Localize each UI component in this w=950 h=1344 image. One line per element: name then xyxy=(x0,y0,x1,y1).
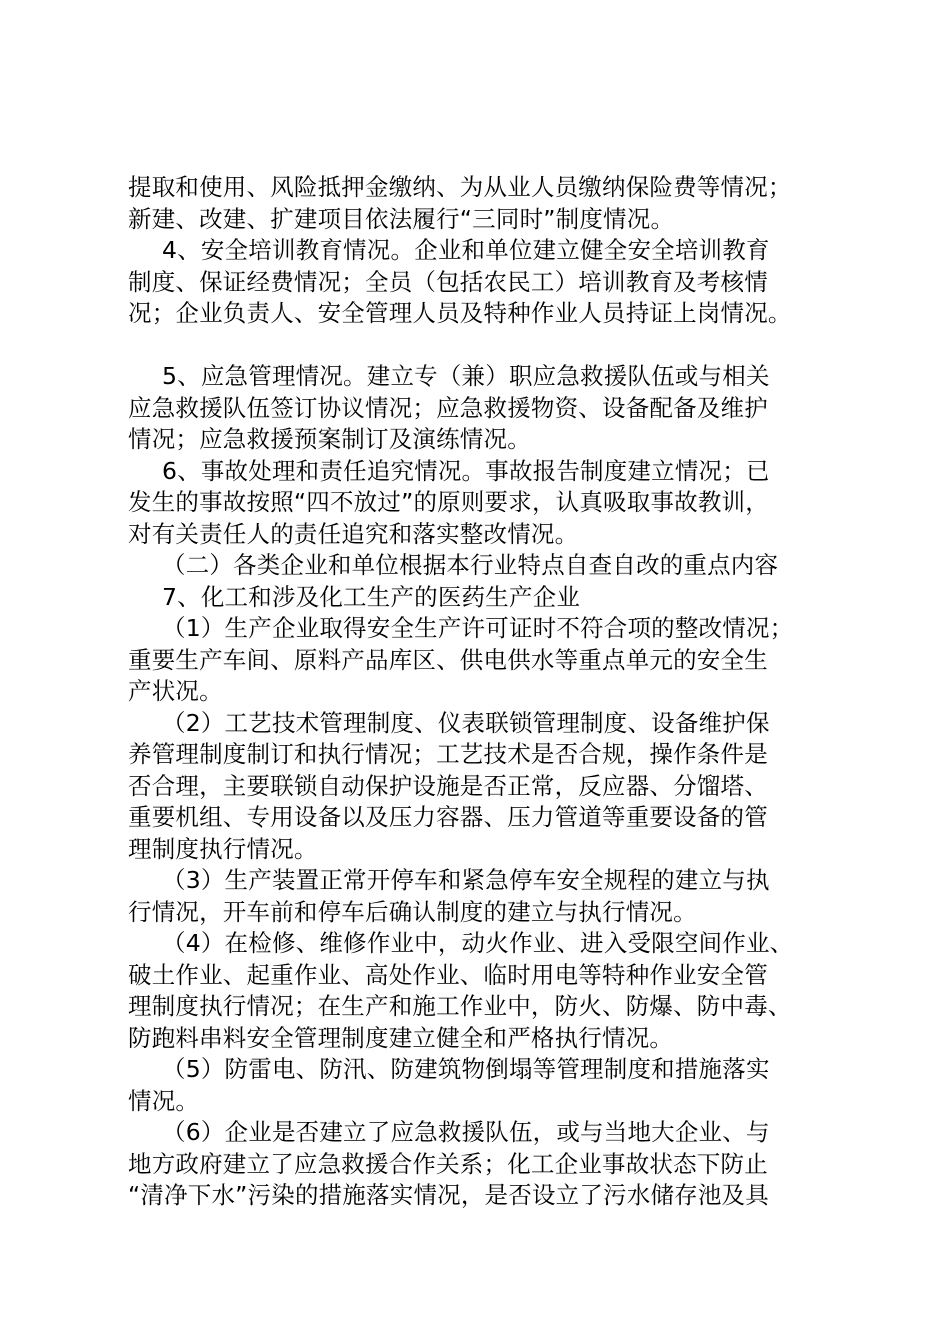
text-line: 5、应急管理情况。建立专（兼）职应急救援队伍或与相关 xyxy=(162,362,770,390)
blank-line xyxy=(128,330,828,362)
text-line: （1）生产企业取得安全生产许可证时不符合项的整改情况； xyxy=(162,614,794,642)
text-line: 提取和使用、风险抵押金缴纳、为从业人员缴纳保险费等情况； xyxy=(128,173,792,201)
text-line: 新建、改建、扩建项目依法履行“三同时”制度情况。 xyxy=(128,204,675,233)
section-heading: （二）各类企业和单位根据本行业特点自查自改的重点内容 xyxy=(162,551,779,579)
text-line: 理制度执行情况；在生产和施工作业中，防火、防爆、防中毒、 xyxy=(128,992,792,1020)
text-line: 破土作业、起重作业、高处作业、临时用电等特种作业安全管 xyxy=(128,960,768,989)
text-line: 情况。 xyxy=(128,1086,200,1115)
text-line: 发生的事故按照“四不放过”的原则要求，认真吸取事故教训， xyxy=(128,488,769,516)
document-body xyxy=(128,172,828,1212)
text-line: （3）生产装置正常开停车和紧急停车安全规程的建立与执 xyxy=(162,866,770,894)
text-line: 重要生产车间、原料产品库区、供电供水等重点单元的安全生 xyxy=(128,645,768,674)
text-line: 理制度执行情况。 xyxy=(128,834,318,863)
text-line: （2）工艺技术管理制度、仪表联锁管理制度、设备维护保 xyxy=(162,708,770,737)
text-line: 重要机组、专用设备以及压力容器、压力管道等重要设备的管 xyxy=(128,803,768,831)
subsection-heading: 7、化工和涉及化工生产的医药生产企业 xyxy=(162,582,581,611)
text-line: “清净下水”污染的措施落实情况，是否设立了污水储存池及具 xyxy=(128,1181,769,1209)
text-line: （5）防雷电、防汛、防建筑物倒塌等管理制度和措施落实 xyxy=(162,1055,770,1083)
text-line: 产状况。 xyxy=(128,677,223,705)
text-line: 养管理制度制订和执行情况；工艺技术是否合规，操作条件是 xyxy=(128,740,768,768)
text-line: 否合理，主要联锁自动保护设施是否正常，反应器、分馏塔、 xyxy=(128,771,768,800)
text-line: 况；企业负责人、安全管理人员及特种作业人员持证上岗情况。 xyxy=(128,299,792,327)
text-line: 对有关责任人的责任追究和落实整改情况。 xyxy=(128,519,579,548)
text-line: 地方政府建立了应急救援合作关系；化工企业事故状态下防止 xyxy=(128,1149,768,1178)
text-line: 防跑料串料安全管理制度建立健全和严格执行情况。 xyxy=(128,1023,674,1052)
text-line: 4、安全培训教育情况。企业和单位建立健全安全培训教育 xyxy=(162,236,770,264)
text-line: 制度、保证经费情况；全员（包括农民工）培训教育及考核情 xyxy=(128,267,768,296)
text-line: 6、事故处理和责任追究情况。事故报告制度建立情况；已 xyxy=(162,456,770,485)
text-line: （6）企业是否建立了应急救援队伍，或与当地大企业、与 xyxy=(162,1118,770,1146)
text-line: 情况；应急救援预案制订及演练情况。 xyxy=(128,425,531,453)
text-line: 应急救援队伍签订协议情况；应急救援物资、设备配备及维护 xyxy=(128,393,768,422)
text-line: 行情况，开车前和停车后确认制度的建立与执行情况。 xyxy=(128,897,697,926)
text-line: （4）在检修、维修作业中，动火作业、进入受限空间作业、 xyxy=(162,929,794,957)
